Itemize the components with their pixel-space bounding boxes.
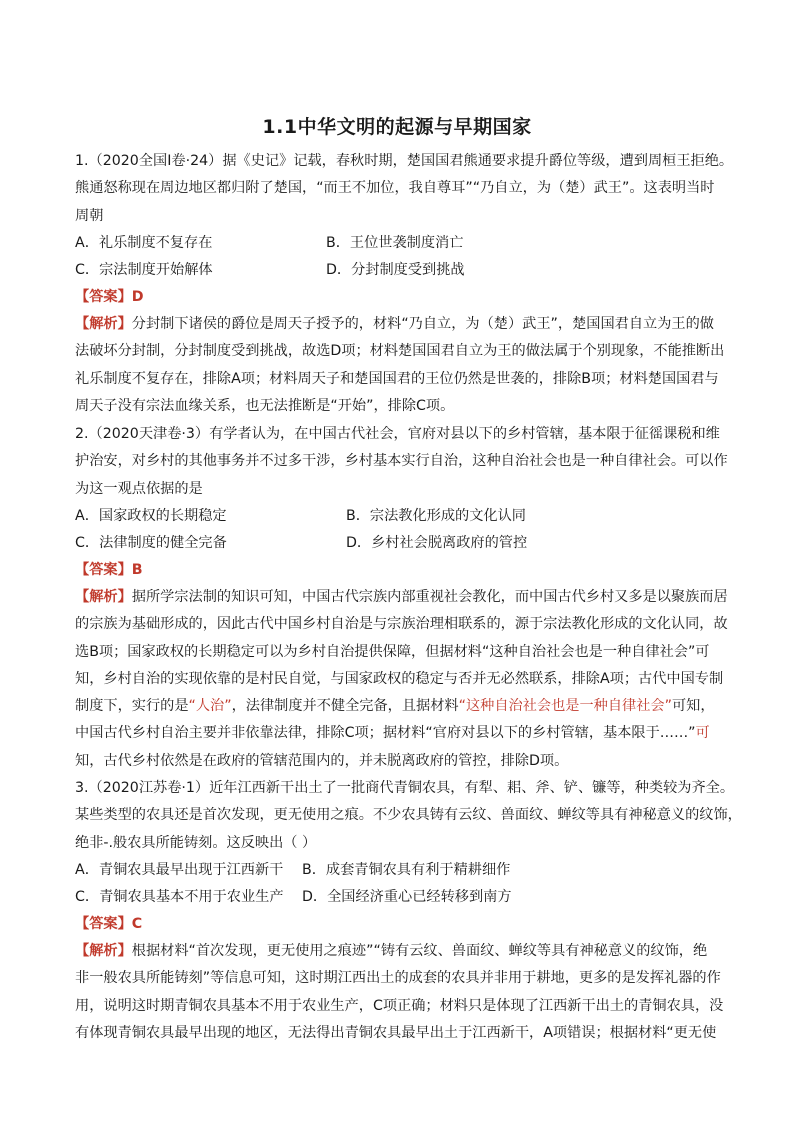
analysis-text: ，法律制度并不健全完备，且据材料 bbox=[231, 698, 459, 715]
question-2-option-a: A．国家政权的长期稳定 bbox=[75, 508, 227, 524]
question-1-stem-line: 1.（2020全国Ⅰ卷·24）据《史记》记载，春秋时期，楚国国君熊通要求提升爵位等级，遭到周桓王拒绝。 bbox=[75, 153, 734, 169]
analysis-tag: 【解析】 bbox=[75, 943, 132, 959]
page-title: 1.1中华文明的起源与早期国家 bbox=[262, 116, 532, 138]
question-1-option-b: B．王位世袭制度消亡 bbox=[326, 235, 464, 251]
question-3-stem-line: 绝非-.般农具所能铸刻。这反映出（ ） bbox=[75, 834, 317, 851]
question-3-analysis bbox=[75, 938, 725, 1047]
highlighted-quote: “人治” bbox=[188, 698, 232, 715]
analysis-line: 周天子没有宗法血缘关系，也无法推断是“开始”，排除C项。 bbox=[75, 397, 455, 414]
answer-tag: 【答案】 bbox=[75, 916, 132, 932]
question-2-stem-line: 2.（2020天津卷·3）有学者认为，在中国古代社会，官府对县以下的乡村管辖，基本限于征徭课税和维 bbox=[75, 426, 720, 442]
question-3-answer bbox=[75, 911, 142, 938]
question-2-stem bbox=[75, 421, 728, 503]
question-2-answer bbox=[75, 557, 143, 584]
question-2-stem-line: 护治安，对乡村的其他事务并不过多干涉，乡村基本实行自治，这种自治社会也是一种自律社会。可以作 bbox=[75, 453, 728, 470]
question-1-stem-line: 周朝 bbox=[75, 207, 104, 224]
question-1-stem bbox=[75, 148, 734, 230]
analysis-text: 可知， bbox=[671, 698, 715, 715]
analysis-line bbox=[75, 584, 728, 611]
analysis-line bbox=[75, 720, 725, 747]
question-1-option-d: D．分封制度受到挑战 bbox=[326, 262, 465, 278]
answer-tag: 【答案】 bbox=[75, 562, 132, 578]
question-1-option-c: C．宗法制度开始解体 bbox=[75, 262, 213, 278]
highlighted-text: 可 bbox=[695, 725, 710, 742]
question-1-analysis bbox=[75, 311, 725, 420]
answer-value: B bbox=[131, 562, 143, 578]
question-3-option-a: A．青铜农具最早出现于江西新干 bbox=[75, 862, 284, 878]
question-3-option-b: B．成套青铜农具有利于精耕细作 bbox=[302, 862, 511, 878]
question-1-answer bbox=[75, 284, 144, 311]
analysis-text: 据所学宗法制的知识可知，中国古代宗族内部重视社会教化，而中国古代乡村又多是以聚族而居 bbox=[131, 589, 728, 605]
analysis-line: 知，乡村自治的实现依靠的是村民自觉，与国家政权的稳定与否并无必然联系，排除A项；古代中国专制 bbox=[75, 670, 724, 687]
analysis-text: 根据材料“首次发现，更无使用之痕迹”“铸有云纹、兽面纹、蝉纹等具有神秘意义的纹饰，绝 bbox=[131, 943, 708, 959]
analysis-line bbox=[75, 938, 725, 965]
question-2-analysis bbox=[75, 584, 728, 775]
analysis-text: 中国古代乡村自治主要并非依靠法律，排除C项；据材料“官府对县以下的乡村管辖，基本限于……” bbox=[75, 725, 696, 742]
question-3-stem bbox=[75, 775, 742, 857]
question-3-option-c: C．青铜农具基本不用于农业生产 bbox=[75, 889, 284, 905]
question-2-stem-line: 为这一观点依据的是 bbox=[75, 480, 203, 497]
question-2-option-c: C．法律制度的健全完备 bbox=[75, 535, 227, 551]
analysis-line: 非一般农具所能铸刻”等信息可知，这时期江西出土的成套的农具并非用于耕地，更多的是发挥礼器的作 bbox=[75, 970, 721, 987]
analysis-text: 制度下，实行的是 bbox=[75, 698, 189, 715]
question-3-stem-line: 某些类型的农具还是首次发现，更无使用之痕。不少农具铸有云纹、兽面纹、蝉纹等具有神秘意义的纹饰， bbox=[75, 807, 742, 824]
analysis-line: 选B项；国家政权的长期稳定可以为乡村自治提供保障，但据材料“这种自治社会也是一种自律社会”可 bbox=[75, 643, 710, 660]
answer-value: C bbox=[131, 916, 143, 932]
question-3-stem-line: 3.（2020江苏卷·1）近年江西新干出土了一批商代青铜农具，有犁、耜、斧、铲、镰等，种类较为齐全。 bbox=[75, 780, 735, 796]
question-2-option-d: D．乡村社会脱离政府的管控 bbox=[346, 535, 528, 551]
analysis-line: 法破坏分封制，分封制度受到挑战，故选D项；材料楚国国君自立为王的做法属于个别现象，不能推断出 bbox=[75, 343, 725, 360]
question-1-option-a: A．礼乐制度不复存在 bbox=[75, 235, 213, 251]
analysis-line: 用，说明这时期青铜农具基本不用于农业生产，C项正确；材料只是体现了江西新干出土的青铜农具，没 bbox=[75, 997, 724, 1014]
analysis-line: 的宗族为基础形成的，因此古代中国乡村自治是与宗族治理相联系的，源于宗法教化形成的文化认同，故 bbox=[75, 616, 728, 633]
analysis-line: 知，古代乡村依然是在政府的管辖范围内的，并未脱离政府的管控，排除D项。 bbox=[75, 752, 569, 769]
question-3-option-d: D．全国经济重心已经转移到南方 bbox=[302, 889, 512, 905]
question-1-stem-line: 熊通怒称现在周边地区都归附了楚国，“而王不加位，我自尊耳”“乃自立，为（楚）武王”。这表明当时 bbox=[75, 180, 715, 197]
analysis-tag: 【解析】 bbox=[75, 589, 132, 605]
analysis-text: 分封制下诸侯的爵位是周天子授予的，材料“乃自立，为（楚）武王”，楚国国君自立为王的做 bbox=[131, 316, 714, 332]
analysis-tag: 【解析】 bbox=[75, 316, 132, 332]
highlighted-quote: “这种自治社会也是一种自律社会” bbox=[458, 698, 672, 715]
analysis-line: 礼乐制度不复存在，排除A项；材料周天子和楚国国君的王位仍然是世袭的，排除B项；材料楚国国君与 bbox=[75, 370, 719, 387]
question-2-option-b: B．宗法教化形成的文化认同 bbox=[346, 508, 526, 524]
analysis-line: 有体现青铜农具最早出现的地区，无法得出青铜农具最早出土于江西新干，A项错误；根据材料“更无使 bbox=[75, 1024, 717, 1041]
analysis-line bbox=[75, 311, 725, 338]
answer-tag: 【答案】 bbox=[75, 289, 132, 305]
analysis-line bbox=[75, 693, 725, 720]
answer-value: D bbox=[131, 289, 144, 305]
